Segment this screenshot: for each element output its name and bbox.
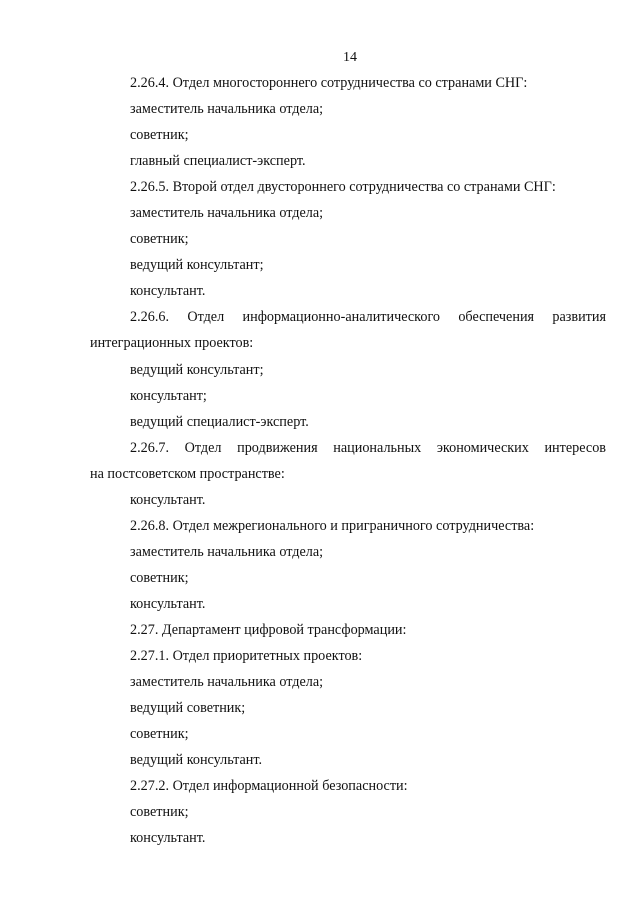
section-heading: 2.27.1. Отдел приоритетных проектов: — [130, 648, 363, 665]
list-item: главный специалист-эксперт. — [130, 153, 306, 170]
list-item: консультант. — [130, 491, 206, 508]
list-item: ведущий советник; — [130, 700, 246, 717]
list-item: ведущий консультант; — [130, 257, 264, 274]
list-item: советник; — [130, 569, 189, 586]
section-heading-line-2: на постсоветском пространстве: — [90, 465, 285, 482]
list-item: заместитель начальника отдела; — [130, 674, 324, 691]
list-item: ведущий специалист-эксперт. — [130, 413, 309, 430]
section-heading: 2.27.2. Отдел информационной безопасности: — [130, 778, 408, 795]
section-heading-wrapped — [90, 435, 606, 487]
list-item: консультант. — [130, 283, 206, 300]
section-heading-line-1: 2.26.7. Отдел продвижения национальных экономических интересов — [130, 439, 606, 456]
section-heading: 2.27. Департамент цифровой трансформации: — [130, 621, 407, 638]
list-item: заместитель начальника отдела; — [130, 543, 324, 560]
list-item: советник; — [130, 127, 189, 144]
section-heading-line-2: интеграционных проектов: — [90, 335, 254, 352]
list-item: советник; — [130, 231, 189, 248]
list-item: консультант. — [130, 595, 206, 612]
list-item: заместитель начальника отдела; — [130, 101, 324, 118]
section-heading: 2.26.5. Второй отдел двустороннего сотрудничества со странами СНГ: — [130, 179, 556, 196]
list-item: ведущий консультант. — [130, 752, 263, 769]
list-item: заместитель начальника отдела; — [130, 205, 324, 222]
list-item: консультант; — [130, 387, 207, 404]
section-heading: 2.26.8. Отдел межрегионального и приграничного сотрудничества: — [130, 517, 535, 534]
section-heading-line-1: 2.26.6. Отдел информационно-аналитического обеспечения развития — [130, 309, 606, 326]
list-item: советник; — [130, 726, 189, 743]
list-item: советник; — [130, 804, 189, 821]
section-heading-wrapped — [90, 304, 606, 356]
list-item: консультант. — [130, 830, 206, 847]
document-body — [90, 70, 606, 851]
section-heading: 2.26.4. Отдел многостороннего сотрудничества со странами СНГ: — [130, 75, 528, 91]
page-number: 14 — [343, 50, 357, 65]
list-item: ведущий консультант; — [130, 361, 264, 378]
